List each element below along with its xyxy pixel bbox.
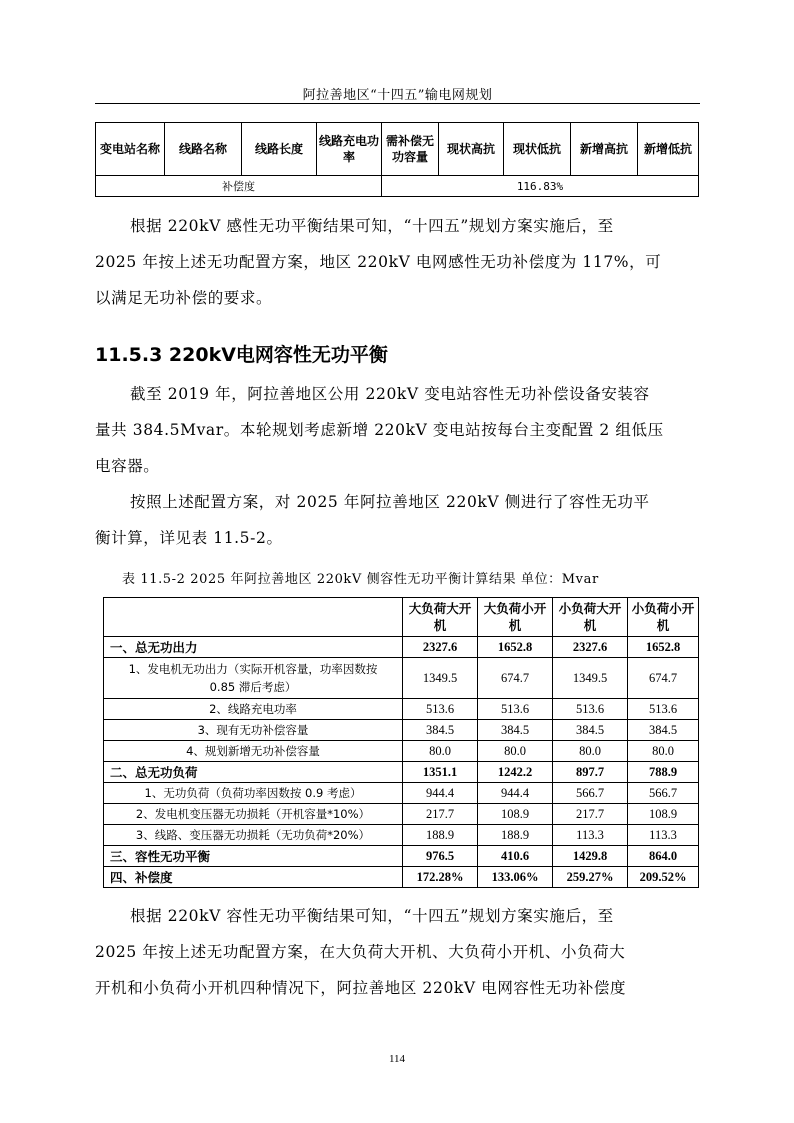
text-line: 根据 220kV 感性无功平衡结果可知，“十四五”规划方案实施后，至 [130,217,614,235]
cell-value: 1652.8 [628,637,699,658]
page-number: 114 [388,1053,406,1065]
header-divider [95,103,700,104]
cell-value: 674.7 [478,658,553,699]
text-line: 以满足无功补偿的要求。 [95,289,273,307]
col-heavy-load-max-gen: 大负荷大开机 [403,598,478,637]
table-row [104,699,699,720]
table-row [104,720,699,741]
paragraph-calculation-intro [95,484,700,556]
compensation-value: 116.83% [382,176,699,197]
cell-value: 513.6 [553,699,628,720]
compensation-label: 补偿度 [96,176,382,197]
row-label: 2、线路充电功率 [104,699,403,720]
col-existing-high-reactor: 现状高抗 [439,123,504,176]
row-label: 3、线路、变压器无功损耗（无功负荷*20%） [104,825,403,846]
text-line: 按照上述配置方案，对 2025 年阿拉善地区 220kV 侧进行了容性无功平 [130,493,650,511]
cell-value: 384.5 [553,720,628,741]
col-line-name: 线路名称 [165,123,242,176]
table-row [104,741,699,762]
col-new-low-reactor: 新增低抗 [638,123,699,176]
cell-value: 566.7 [628,783,699,804]
row-label: 四、补偿度 [104,867,403,888]
table-row [104,762,699,783]
cell-value: 80.0 [628,741,699,762]
col-substation: 变电站名称 [96,123,165,176]
text-line: 电容器。 [95,457,160,475]
paragraph-inductive-conclusion [95,208,700,316]
cell-value: 188.9 [478,825,553,846]
cell-value: 864.0 [628,846,699,867]
cell-value: 410.6 [478,846,553,867]
text-line: 2025 年按上述无功配置方案，地区 220kV 电网感性无功补偿度为 117%，可 [95,253,662,271]
col-charging-power: 线路充电功率 [317,123,382,176]
cell-value: 217.7 [403,804,478,825]
cell-value: 1349.5 [553,658,628,699]
cell-value: 513.6 [478,699,553,720]
col-required-compensation: 需补偿无功容量 [382,123,439,176]
row-label: 2、发电机变压器无功损耗（开机容量*10%） [104,804,403,825]
table-header-row [96,123,699,176]
col-light-load-min-gen: 小负荷小开机 [628,598,699,637]
section-heading: 11.5.3 220kV电网容性无功平衡 [95,344,388,366]
cell-value: 384.5 [403,720,478,741]
table-row [104,867,699,888]
cell-value: 113.3 [628,825,699,846]
cell-value: 1652.8 [478,637,553,658]
table-caption: 表 11.5-2 2025 年阿拉善地区 220kV 侧容性无功平衡计算结果 单位：Mvar [122,572,599,587]
col-heavy-load-min-gen: 大负荷小开机 [478,598,553,637]
cell-value: 1242.2 [478,762,553,783]
table-header-row [104,598,699,637]
cell-value: 80.0 [478,741,553,762]
cell-value: 108.9 [478,804,553,825]
table-row [104,658,699,699]
col-line-length: 线路长度 [242,123,317,176]
cell-value: 944.4 [403,783,478,804]
cell-value: 108.9 [628,804,699,825]
row-label: 三、容性无功平衡 [104,846,403,867]
cell-value: 384.5 [478,720,553,741]
text-line: 2025 年按上述无功配置方案，在大负荷大开机、大负荷小开机、小负荷大 [95,943,626,961]
text-line: 量共 384.5Mvar。本轮规划考虑新增 220kV 变电站按每台主变配置 2 组低压 [95,421,664,439]
running-header: 阿拉善地区“十四五”输电网规划 [302,88,493,103]
table-row [104,637,699,658]
cell-value: 209.52% [628,867,699,888]
row-label: 4、规划新增无功补偿容量 [104,741,403,762]
row-label: 1、无功负荷（负荷功率因数按 0.9 考虑） [104,783,403,804]
col-light-load-max-gen: 小负荷大开机 [553,598,628,637]
cell-value: 172.28% [403,867,478,888]
table-row [104,783,699,804]
row-label: 二、总无功负荷 [104,762,403,783]
col-item [104,598,403,637]
inductive-balance-table-tail [95,122,699,197]
cell-value: 1349.5 [403,658,478,699]
cell-value: 1429.8 [553,846,628,867]
capacitive-balance-table [103,597,699,888]
table-row [104,825,699,846]
table-footer-row [96,176,699,197]
cell-value: 566.7 [553,783,628,804]
cell-value: 674.7 [628,658,699,699]
row-label: 1、发电机无功出力（实际开机容量，功率因数按 0.85 滞后考虑） [104,658,403,699]
cell-value: 80.0 [553,741,628,762]
paragraph-capacitive-conclusion [95,898,700,1006]
cell-value: 188.9 [403,825,478,846]
cell-value: 113.3 [553,825,628,846]
paragraph-capacitive-status [95,376,700,484]
cell-value: 2327.6 [403,637,478,658]
row-label: 一、总无功出力 [104,637,403,658]
table-row [104,846,699,867]
text-line: 截至 2019 年，阿拉善地区公用 220kV 变电站容性无功补偿设备安装容 [130,385,650,403]
cell-value: 944.4 [478,783,553,804]
col-existing-low-reactor: 现状低抗 [504,123,571,176]
cell-value: 217.7 [553,804,628,825]
cell-value: 513.6 [403,699,478,720]
cell-value: 1351.1 [403,762,478,783]
text-line: 衡计算，详见表 11.5-2。 [95,529,283,547]
cell-value: 788.9 [628,762,699,783]
cell-value: 80.0 [403,741,478,762]
cell-value: 259.27% [553,867,628,888]
cell-value: 2327.6 [553,637,628,658]
table-row [104,804,699,825]
cell-value: 384.5 [628,720,699,741]
cell-value: 513.6 [628,699,699,720]
cell-value: 897.7 [553,762,628,783]
cell-value: 133.06% [478,867,553,888]
col-new-high-reactor: 新增高抗 [571,123,638,176]
row-label: 3、现有无功补偿容量 [104,720,403,741]
text-line: 开机和小负荷小开机四种情况下，阿拉善地区 220kV 电网容性无功补偿度 [95,979,627,997]
cell-value: 976.5 [403,846,478,867]
text-line: 根据 220kV 容性无功平衡结果可知，“十四五”规划方案实施后，至 [130,907,614,925]
